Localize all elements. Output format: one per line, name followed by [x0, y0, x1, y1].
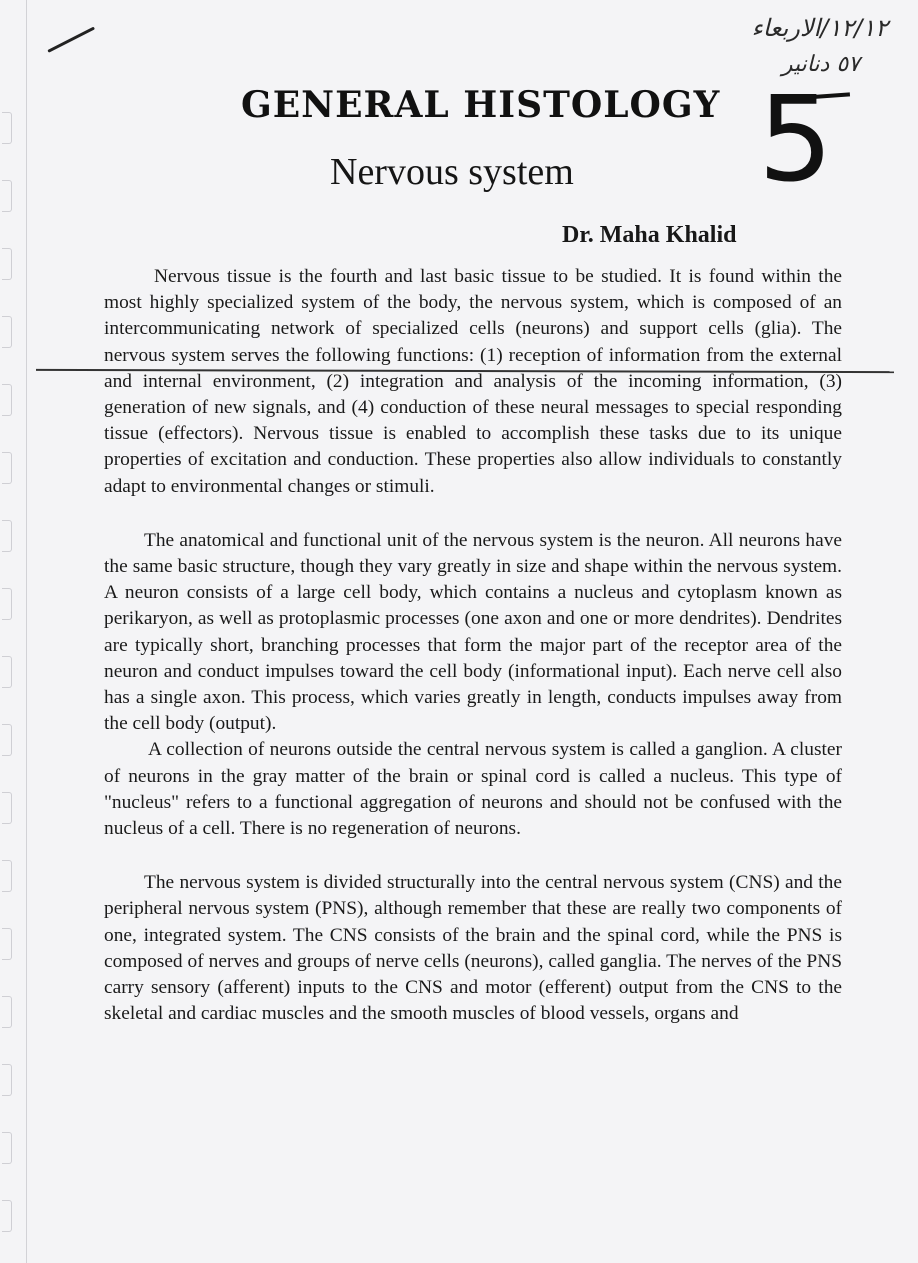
binding-hole [2, 452, 12, 484]
binding-hole [2, 1064, 12, 1096]
paragraph: A collection of neurons outside the central nervous system is called a ganglion. A cluster of neurons in the gray matter of the brain or spinal cord is called a nucleus. This type of "nucleus" refers to a functional aggregation of neurons and should not be confused with the nucleus of a cell. There is no regeneration of neurons. [104, 739, 842, 840]
binding-hole [2, 384, 12, 416]
handwritten-price-note: ٥٧ دنانير [781, 52, 860, 77]
pen-stroke-mark [47, 27, 95, 53]
binding-hole [2, 316, 12, 348]
paragraph: The anatomical and functional unit of the nervous system is the neuron. All neurons have the same basic structure, though they vary greatly in size and shape within the nervous system. A neuron consists of a large cell body, which contains a nucleus and cytoplasm known as perikaryon, as well as protoplasmic processes (one axon and one or more dendrites). Dendrites are typically short, branching processes that form the major part of the receptor area of the neuron and conduct impulses toward the cell body (informational input). Each nerve cell also has a single axon. This process, which varies greatly in length, conducts impulses away from the cell body (output). [104, 529, 842, 735]
paragraph: The nervous system is divided structurally into the central nervous system (CNS) and the peripheral nervous system (PNS), although remember that these are really two components of one, integrated system. The CNS consists of the brain and the spinal cord, while the PNS is composed of nerves and groups of nerve cells (neurons), called ganglia. The nerves of the PNS carry sensory (afferent) inputs to the CNS and motor (efferent) output from the CNS to the skeletal and cardiac muscles and the smooth muscles of blood vessels, organs and [104, 872, 842, 1025]
paragraph: Nervous tissue is the fourth and last basic tissue to be studied. It is found within the most highly specialized system of the body, the nervous system, which is composed of an intercommunicating network of specialized cells (neurons) and support cells (glia). The nervous system serves the following functions: (1) reception of information from the external and internal environment, (2) integration and analysis of the incoming information, (3) generation of new signals, and (4) conduction of these neural messages to special responding tissue (effectors). Nervous tissue is enabled to accomplish these tasks due to its unique properties of excitation and conduction. These properties also allow individuals to constantly adapt to environmental changes or stimuli. [104, 266, 842, 497]
binding-hole [2, 1200, 12, 1232]
author-name: Dr. Maha Khalid [562, 222, 737, 248]
binding-hole [2, 248, 12, 280]
binding-hole [2, 520, 12, 552]
course-title: GENERAL HISTOLOGY [241, 84, 721, 126]
handwritten-date-note: ١٢/١٢/الاربعاء [751, 14, 888, 42]
binding-hole [2, 112, 12, 144]
binding-hole [2, 860, 12, 892]
binding-hole [2, 1132, 12, 1164]
chapter-number: 5 [758, 70, 834, 208]
binding-hole [2, 656, 12, 688]
body-text [104, 264, 842, 1027]
lecture-title: Nervous system [330, 151, 574, 193]
binding-hole [2, 792, 12, 824]
binding-hole [2, 724, 12, 756]
binding-hole [2, 928, 12, 960]
binding-hole [2, 180, 12, 212]
binding-hole [2, 588, 12, 620]
binding-holes [0, 0, 27, 1263]
binding-hole [2, 996, 12, 1028]
